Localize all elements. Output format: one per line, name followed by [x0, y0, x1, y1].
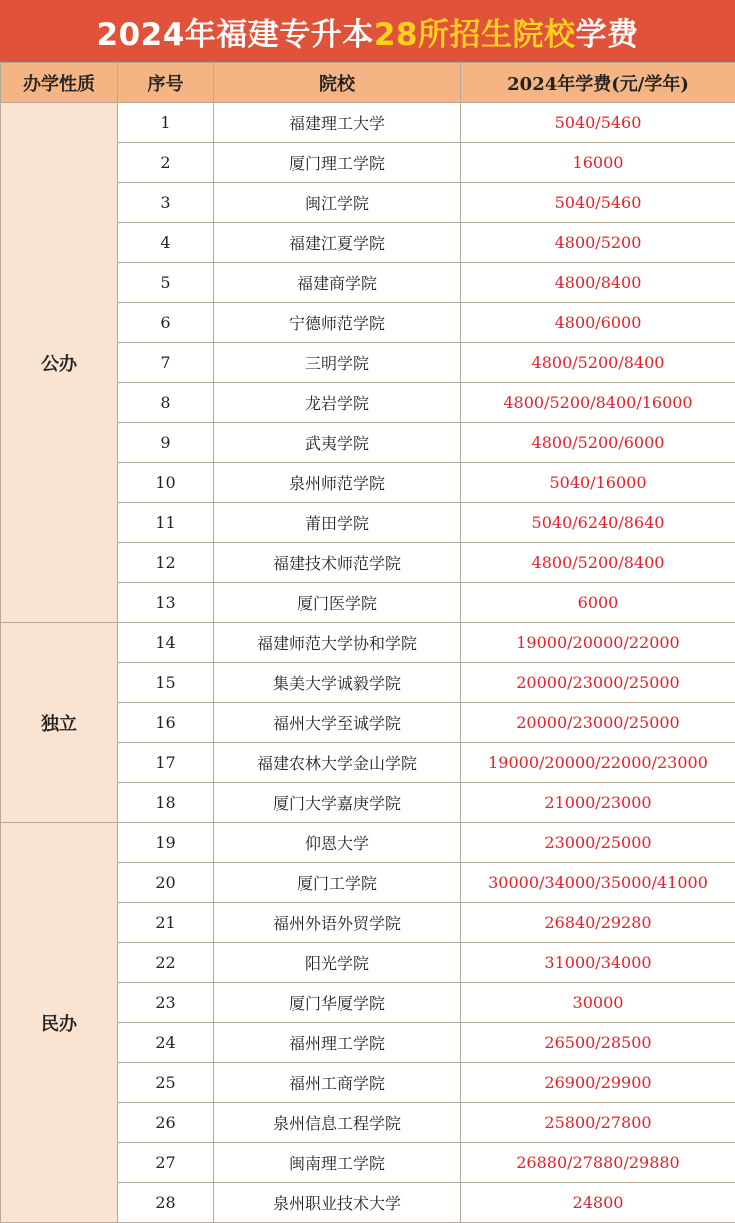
tuition-fee-cell: 19000/20000/22000/23000 [461, 743, 735, 783]
table-header-row [1, 63, 735, 103]
tuition-fee-cell: 4800/5200 [461, 223, 735, 263]
row-number-cell: 24 [118, 1023, 214, 1063]
tuition-fee-cell: 5040/6240/8640 [461, 503, 735, 543]
school-name-cell: 福建商学院 [214, 263, 461, 303]
school-name-cell: 福建理工大学 [214, 103, 461, 143]
school-name-cell: 厦门工学院 [214, 863, 461, 903]
category-cell: 公办 [1, 103, 118, 623]
tuition-fee-cell: 30000/34000/35000/41000 [461, 863, 735, 903]
row-number-cell: 3 [118, 183, 214, 223]
tuition-fee-cell: 4800/8400 [461, 263, 735, 303]
row-number-cell: 22 [118, 943, 214, 983]
row-number-cell: 1 [118, 103, 214, 143]
row-number-cell: 16 [118, 703, 214, 743]
row-number-cell: 4 [118, 223, 214, 263]
tuition-table [0, 62, 735, 1223]
school-name-cell: 福建师范大学协和学院 [214, 623, 461, 663]
row-number-cell: 14 [118, 623, 214, 663]
school-name-cell: 福州外语外贸学院 [214, 903, 461, 943]
tuition-fee-cell: 23000/25000 [461, 823, 735, 863]
row-number-cell: 28 [118, 1183, 214, 1223]
tuition-fee-cell: 4800/6000 [461, 303, 735, 343]
title-part-1: 2024年福建专升本 [97, 9, 374, 54]
school-name-cell: 福建江夏学院 [214, 223, 461, 263]
tuition-fee-cell: 4800/5200/8400/16000 [461, 383, 735, 423]
header-number: 序号 [118, 63, 214, 103]
school-name-cell: 闽南理工学院 [214, 1143, 461, 1183]
tuition-fee-cell: 26500/28500 [461, 1023, 735, 1063]
school-name-cell: 集美大学诚毅学院 [214, 663, 461, 703]
school-name-cell: 泉州职业技术大学 [214, 1183, 461, 1223]
tuition-fee-cell: 30000 [461, 983, 735, 1023]
row-number-cell: 18 [118, 783, 214, 823]
tuition-fee-cell: 4800/5200/6000 [461, 423, 735, 463]
school-name-cell: 厦门理工学院 [214, 143, 461, 183]
table-row [1, 623, 735, 663]
school-name-cell: 厦门大学嘉庚学院 [214, 783, 461, 823]
row-number-cell: 10 [118, 463, 214, 503]
row-number-cell: 15 [118, 663, 214, 703]
tuition-fee-cell: 5040/5460 [461, 103, 735, 143]
row-number-cell: 2 [118, 143, 214, 183]
school-name-cell: 阳光学院 [214, 943, 461, 983]
school-name-cell: 闽江学院 [214, 183, 461, 223]
tuition-fee-cell: 25800/27800 [461, 1103, 735, 1143]
row-number-cell: 5 [118, 263, 214, 303]
school-name-cell: 厦门医学院 [214, 583, 461, 623]
row-number-cell: 8 [118, 383, 214, 423]
school-name-cell: 仰恩大学 [214, 823, 461, 863]
title-part-3: 学费 [575, 9, 638, 54]
tuition-fee-cell: 20000/23000/25000 [461, 703, 735, 743]
tuition-fee-cell: 26900/29900 [461, 1063, 735, 1103]
row-number-cell: 11 [118, 503, 214, 543]
school-name-cell: 莆田学院 [214, 503, 461, 543]
header-category: 办学性质 [1, 63, 118, 103]
row-number-cell: 19 [118, 823, 214, 863]
school-name-cell: 福州大学至诚学院 [214, 703, 461, 743]
page-title-banner [0, 0, 735, 62]
row-number-cell: 23 [118, 983, 214, 1023]
row-number-cell: 21 [118, 903, 214, 943]
tuition-fee-cell: 16000 [461, 143, 735, 183]
tuition-fee-cell: 26880/27880/29880 [461, 1143, 735, 1183]
tuition-fee-cell: 31000/34000 [461, 943, 735, 983]
title-part-2-highlight: 28所招生院校 [374, 9, 576, 54]
category-cell: 民办 [1, 823, 118, 1223]
school-name-cell: 三明学院 [214, 343, 461, 383]
tuition-fee-cell: 26840/29280 [461, 903, 735, 943]
school-name-cell: 福建农林大学金山学院 [214, 743, 461, 783]
school-name-cell: 龙岩学院 [214, 383, 461, 423]
school-name-cell: 武夷学院 [214, 423, 461, 463]
row-number-cell: 6 [118, 303, 214, 343]
row-number-cell: 20 [118, 863, 214, 903]
tuition-fee-cell: 4800/5200/8400 [461, 543, 735, 583]
tuition-fee-cell: 5040/5460 [461, 183, 735, 223]
school-name-cell: 厦门华厦学院 [214, 983, 461, 1023]
table-row [1, 823, 735, 863]
school-name-cell: 福州工商学院 [214, 1063, 461, 1103]
row-number-cell: 13 [118, 583, 214, 623]
school-name-cell: 福建技术师范学院 [214, 543, 461, 583]
school-name-cell: 福州理工学院 [214, 1023, 461, 1063]
row-number-cell: 26 [118, 1103, 214, 1143]
table-row [1, 103, 735, 143]
tuition-fee-cell: 21000/23000 [461, 783, 735, 823]
category-cell: 独立 [1, 623, 118, 823]
row-number-cell: 25 [118, 1063, 214, 1103]
row-number-cell: 17 [118, 743, 214, 783]
tuition-fee-cell: 20000/23000/25000 [461, 663, 735, 703]
school-name-cell: 宁德师范学院 [214, 303, 461, 343]
row-number-cell: 7 [118, 343, 214, 383]
tuition-fee-cell: 19000/20000/22000 [461, 623, 735, 663]
school-name-cell: 泉州信息工程学院 [214, 1103, 461, 1143]
row-number-cell: 12 [118, 543, 214, 583]
table-body [1, 103, 735, 1223]
school-name-cell: 泉州师范学院 [214, 463, 461, 503]
tuition-fee-cell: 6000 [461, 583, 735, 623]
row-number-cell: 9 [118, 423, 214, 463]
header-tuition: 2024年学费(元/学年) [461, 63, 735, 103]
tuition-fee-cell: 24800 [461, 1183, 735, 1223]
tuition-fee-cell: 4800/5200/8400 [461, 343, 735, 383]
header-school: 院校 [214, 63, 461, 103]
row-number-cell: 27 [118, 1143, 214, 1183]
tuition-fee-cell: 5040/16000 [461, 463, 735, 503]
